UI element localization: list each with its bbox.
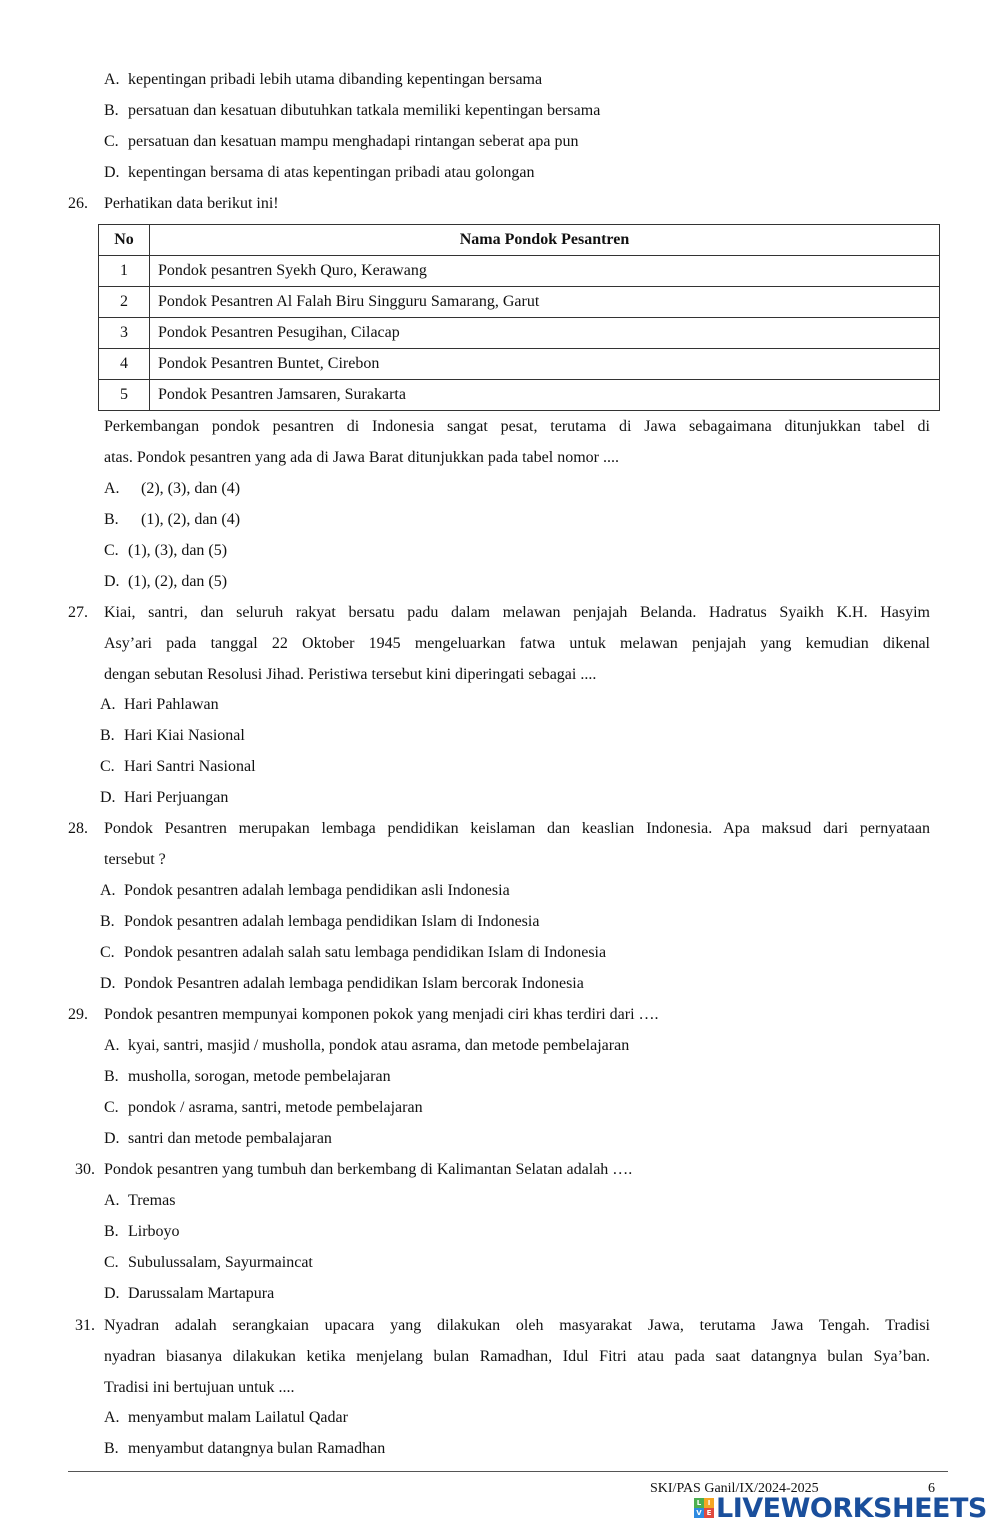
q28-number: 28. [68,820,88,837]
q25-option-a[interactable]: A. kepentingan pribadi lebih utama dibanding kepentingan bersama [104,71,543,88]
table-cell-name: Pondok Pesantren Jamsaren, Surakarta [150,380,940,411]
q28-option-d[interactable]: D. Pondok Pesantren adalah lembaga pendidikan Islam bercorak Indonesia [100,975,584,992]
q31-option-a[interactable]: A. menyambut malam Lailatul Qadar [104,1409,348,1426]
q26-option-d[interactable]: D. (1), (2), dan (5) [104,573,228,590]
q30-option-a[interactable]: A. Tremas [104,1192,176,1209]
liveworksheets-icon [694,1498,714,1518]
icon-tile-l: L [694,1498,704,1508]
q27-line2: Asy’ari pada tanggal 22 Oktober 1945 mengeluarkan fatwa untuk melawan penjajah yang kemudian dikenal [104,635,930,652]
q29-option-d[interactable]: D. santri dan metode pembalajaran [104,1130,332,1147]
q26-option-c[interactable]: C. (1), (3), dan (5) [104,542,228,559]
liveworksheets-logo [694,1493,987,1523]
footer-code: SKI/PAS Ganil/IX/2024-2025 [650,1481,819,1496]
table-cell-name: Pondok pesantren Syekh Quro, Kerawang [150,256,940,287]
table-cell-no: 4 [99,349,150,380]
q29-number: 29. [68,1006,88,1023]
page-number: 6 [928,1481,935,1496]
table-cell-name: Pondok Pesantren Al Falah Biru Singguru Samarang, Garut [150,287,940,318]
q26-number: 26. [68,195,88,212]
q27-option-b[interactable]: B. Hari Kiai Nasional [100,727,245,744]
q30-option-d[interactable]: D. Darussalam Martapura [104,1285,275,1302]
liveworksheets-wordmark: LIVEWORKSHEETS [716,1492,987,1524]
q29-option-a[interactable]: A. kyai, santri, masjid / musholla, pondok atau asrama, dan metode pembelajaran [104,1037,630,1054]
q27-number: 27. [68,604,88,621]
q26-text-line1: Perkembangan pondok pesantren di Indonesia sangat pesat, terutama di Jawa sebagaimana ditunjukkan tabel di [104,418,930,435]
table-header-no: No [99,225,150,256]
table-cell-name: Pondok Pesantren Buntet, Cirebon [150,349,940,380]
q31-option-b[interactable]: B. menyambut datangnya bulan Ramadhan [104,1440,386,1457]
q29-option-c[interactable]: C. pondok / asrama, santri, metode pembelajaran [104,1099,423,1116]
q27-option-d[interactable]: D. Hari Perjuangan [100,789,229,806]
icon-tile-v: V [694,1508,704,1518]
footer-divider [68,1471,948,1472]
q28-line2: tersebut ? [104,851,166,868]
pesantren-table [98,224,940,411]
q26-prompt: Perhatikan data berikut ini! [104,195,279,212]
q28-option-b[interactable]: B. Pondok pesantren adalah lembaga pendidikan Islam di Indonesia [100,913,540,930]
q31-line2: nyadran biasanya dilakukan ketika menjelang bulan Ramadhan, Idul Fitri atau pada saat datangnya bulan Sya’ban. [104,1348,930,1365]
table-cell-no: 2 [99,287,150,318]
q30-option-c[interactable]: C. Subulussalam, Sayurmaincat [104,1254,313,1271]
q26-option-a[interactable]: A. (2), (3), dan (4) [104,480,241,497]
table-row [99,256,940,287]
table-row [99,287,940,318]
q28-line1: Pondok Pesantren merupakan lembaga pendidikan keislaman dan keaslian Indonesia. Apa maksud dari pernyataan [104,820,930,837]
q27-line3: dengan sebutan Resolusi Jihad. Peristiwa tersebut kini diperingati sebagai .... [104,666,597,683]
q25-option-c[interactable]: C. persatuan dan kesatuan mampu menghadapi rintangan seberat apa pun [104,133,579,150]
q30-option-b[interactable]: B. Lirboyo [104,1223,180,1240]
table-header-name: Nama Pondok Pesantren [150,225,940,256]
q29-line1: Pondok pesantren mempunyai komponen pokok yang menjadi ciri khas terdiri dari …. [104,1006,659,1023]
q27-option-a[interactable]: A. Hari Pahlawan [100,696,219,713]
q25-option-d[interactable]: D. kepentingan bersama di atas kepentingan pribadi atau golongan [104,164,535,181]
q27-option-c[interactable]: C. Hari Santri Nasional [100,758,256,775]
icon-tile-e: E [704,1508,714,1518]
q31-line3: Tradisi ini bertujuan untuk .... [104,1379,295,1396]
table-row [99,318,940,349]
table-cell-no: 3 [99,318,150,349]
q31-line1: Nyadran adalah serangkaian upacara yang dilakukan oleh masyarakat Jawa, terutama Jawa Tengah. Tradisi [104,1317,930,1334]
q30-line1: Pondok pesantren yang tumbuh dan berkembang di Kalimantan Selatan adalah …. [104,1161,633,1178]
q30-number: 30. [75,1161,95,1178]
table-header-row [99,225,940,256]
q29-option-b[interactable]: B. musholla, sorogan, metode pembelajaran [104,1068,391,1085]
table-cell-no: 1 [99,256,150,287]
icon-tile-i: I [704,1498,714,1508]
q26-option-b[interactable]: B. (1), (2), dan (4) [104,511,241,528]
table-row [99,349,940,380]
table-row [99,380,940,411]
table-cell-no: 5 [99,380,150,411]
q28-option-c[interactable]: C. Pondok pesantren adalah salah satu lembaga pendidikan Islam di Indonesia [100,944,607,961]
q31-number: 31. [75,1317,95,1334]
q27-line1: Kiai, santri, dan seluruh rakyat bersatu padu dalam melawan penjajah Belanda. Hadratus Syaikh K.H. Hasyim [104,604,930,621]
table-cell-name: Pondok Pesantren Pesugihan, Cilacap [150,318,940,349]
q28-option-a[interactable]: A. Pondok pesantren adalah lembaga pendidikan asli Indonesia [100,882,510,899]
q26-text-line2: atas. Pondok pesantren yang ada di Jawa Barat ditunjukkan pada tabel nomor .... [104,449,619,466]
q25-option-b[interactable]: B. persatuan dan kesatuan dibutuhkan tatkala memiliki kepentingan bersama [104,102,601,119]
